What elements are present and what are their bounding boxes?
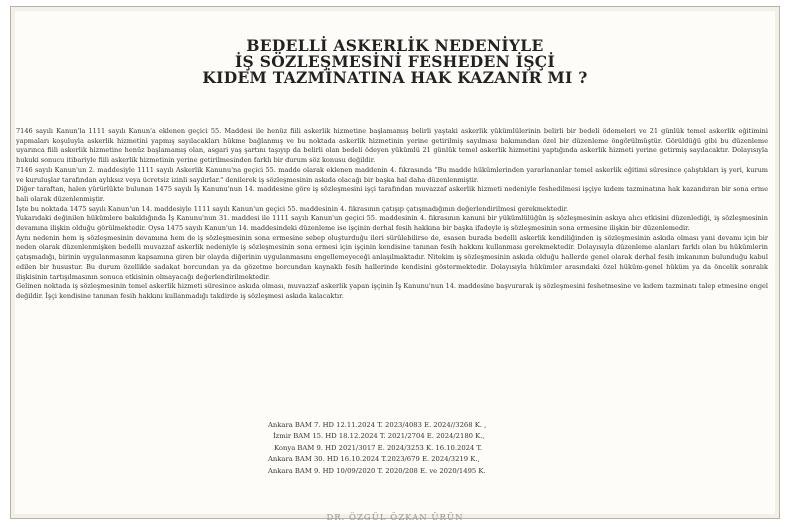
reference-4: Ankara BAM 30. HD 16.10.2024 T.2023/679 E. 2024/3219 K., [268,455,480,464]
paragraph-2: 7146 sayılı Kanun'un 2. maddesiyle 1111 sayılı Askerlik Kanunu'na geçici 55. madde olarak eklenen maddenin 4. fıkrasında "Bu madde hükümlerinden yararlananlar temel askerlik eğitimi süresince çalıştıkları iş yeri, kurum ve kuruluşlar tarafından aylıksız veya ücretsiz izinli sayılırlar." denilerek iş sözleşmesinin askıda olacağı bir başka hal daha düzenlenmiştir. [16,165,768,184]
reference-3: Konya BAM 9. HD 2021/3017 E. 2024/3253 K. 16.10.2024 T. [274,443,483,452]
document-title [0,38,790,86]
document-body [16,127,768,302]
paragraph-6: Aynı nedenin hem iş sözleşmesinin devamına hem de iş sözleşmesinin sona ermesine sebep oluşturduğu ileri sürülebilirse de, esasen burada bedelli askerlik kendiliğinden iş sözleşmesinin askıda olması yani devamı için bir neden olarak düzenlenmişken bedelli muvazzaf askerlik nedeniyle iş sözleşmesinin sona ermesi için işçinin kendisine tanınan fesih hakkını kullanması gerekmektedir. Dolayısıyla düzenleme alanları farklı olan bu hükümlerin çatışmadığı, birinin uygulanmasının kapsamına giren bir olayda diğerinin uygulanmasını engellemeyeceği anlaşılmaktadır. Nitekim iş sözleşmesinin askıda olduğu hallerde genel olarak derhal fesih imkanının bulunduğu kabul edilen bir husustur. Bu durum özellikle sadakat borcundan ya da gözetme borcundan kaynaklı fesih hallerinde kendisini göstermektedir. Dolayısıyla hükümler arasındaki özel hüküm-genel hüküm ya da öncelik sonralık ilişkisinin tartışılmasının sonuca etkisinin olmayacağı değerlendirilmektedir. [16,233,768,281]
reference-5: Ankara BAM 9. HD 10/09/2020 T. 2020/208 E. ve 2020/1495 K. [268,466,486,475]
case-references [268,420,588,477]
paragraph-3: Diğer taraftan, halen yürürlükte bulunan 1475 sayılı İş Kanunu'nun 14. maddesine göre iş sözleşmesini işçi tarafından muvazzaf askerlik hizmeti nedeniyle feshedilmesi işçiye kıdem tazminatına hak kazandıran bir sona erme hali olarak düzenlenmiştir. [16,185,768,203]
paragraph-4: İşte bu noktada 1475 sayılı Kanun'un 14. maddesiyle 1111 sayılı Kanun'un geçici 55. maddesinin 4. fıkrasının çatışıp çatışmadığının değerlendirilmesi gerekmektedir. [16,204,569,213]
paragraph-1: 7146 sayılı Kanun'la 1111 sayılı Kanun'a eklenen geçici 55. Maddesi ile henüz fiili askerlik hizmetine başlamamış belirli yaştaki askerlik yükümlülerinin belirli bir bedeli ödemeleri ve 21 günlük temel askerlik eğitimini yapmaları koşuluyla askerlik hizmetini yapmış sayılacakları hükme bağlanmış ve bu noktada askerlik hizmetinin yerine getirilmiş sayılması bakımından özel bir düzenleme öngörülmüştür. Görüldüğü gibi bu düzenleme uyarınca fiili askerlik hizmetine henüz başlamamış olan, asgari yaş şartını taşıyıp da belirli olan bedeli ödeyen yükümlü 21 günlük temel askerlik hizmetini yaptığında askerlik hizmeti yerine getirmiş sayılacaktır. Dolayısıyla hukuki sonucu itibariyle fiili askerlik hizmetinin yerine getirilmesinden farklı bir durum söz konusu değildir. [16,127,768,165]
paragraph-5: Yukarıdaki değinilen hükümlere bakıldığında İş Kanunu'nun 31. maddesi ile 1111 sayılı Kanun'un geçici 55. maddesinin 4. fıkrasının kanuni bir yükümlülüğün iş sözleşmesinin askıya alıcı etkisini düzenlediği, iş sözleşmesinin devamına ilişkin olduğu görülmektedir. Oysa 1475 sayılı Kanun'un 14. maddesindeki düzenleme ise işçinin derhal fesih hakkına bir başka ifadeyle iş sözleşmesinin sona ermesine ilişkin bir düzenlemedir. [16,214,768,233]
reference-2: İzmir BAM 15. HD 18.12.2024 T. 2021/2704 E. 2024/2180 K., [273,432,485,441]
reference-1: Ankara BAM 7. HD 12.11.2024 T. 2023/4083 E. 2024//3268 K. , [268,421,487,429]
title-line-1: BEDELLİ ASKERLİK NEDENİYLE [246,36,544,55]
title-line-2: İŞ SÖZLEŞMESİNİ FESHEDEN İŞÇİ [234,52,555,71]
title-line-3: KIDEM TAZMİNATINA HAK KAZANIR MI ? [202,68,588,87]
paragraph-7: Gelinen noktada iş sözleşmesinin temel askerlik hizmeti süresince askıda olması, muvazzaf askerlik yapan işçinin İş Kanunu'nun 14. maddesine başvurarak iş sözleşmesini feshetmesine ve kıdem tazminatı talep etmesine engel değildir. İşçi kendisine tanınan fesih hakkını kullanmadığı takdirde iş sözleşmesi askıda kalacaktır. [16,282,768,300]
author-signature: DR. ÖZGÜL ÖZKAN ÜRÜN [326,513,464,523]
